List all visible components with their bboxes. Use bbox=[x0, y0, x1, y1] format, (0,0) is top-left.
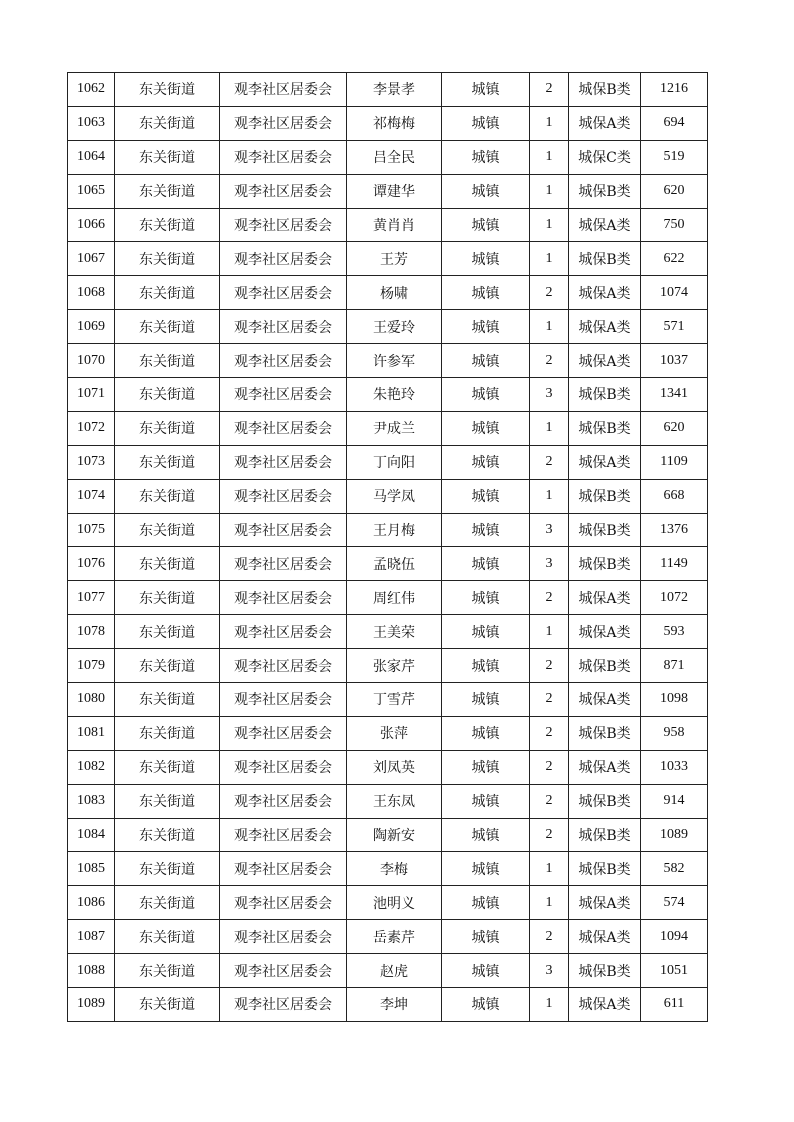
record-id-cell: 1070 bbox=[68, 344, 115, 378]
street-cell: 东关街道 bbox=[115, 310, 220, 344]
community-cell: 观李社区居委会 bbox=[220, 310, 347, 344]
category-cell: 城保B类 bbox=[569, 784, 641, 818]
record-id-cell: 1081 bbox=[68, 716, 115, 750]
residence-type-cell: 城镇 bbox=[442, 106, 530, 140]
residence-type-cell: 城镇 bbox=[442, 649, 530, 683]
name-cell: 张家芹 bbox=[347, 649, 442, 683]
amount-cell: 1094 bbox=[641, 920, 708, 954]
record-id-cell: 1068 bbox=[68, 276, 115, 310]
record-id-cell: 1066 bbox=[68, 208, 115, 242]
category-cell: 城保B类 bbox=[569, 242, 641, 276]
category-cell: 城保C类 bbox=[569, 140, 641, 174]
community-cell: 观李社区居委会 bbox=[220, 344, 347, 378]
record-id-cell: 1062 bbox=[68, 73, 115, 107]
category-cell: 城保A类 bbox=[569, 344, 641, 378]
table-row bbox=[68, 683, 708, 717]
amount-cell: 1089 bbox=[641, 818, 708, 852]
residence-type-cell: 城镇 bbox=[442, 310, 530, 344]
community-cell: 观李社区居委会 bbox=[220, 716, 347, 750]
record-id-cell: 1077 bbox=[68, 581, 115, 615]
table-row bbox=[68, 411, 708, 445]
household-size-cell: 1 bbox=[530, 615, 569, 649]
amount-cell: 593 bbox=[641, 615, 708, 649]
amount-cell: 958 bbox=[641, 716, 708, 750]
roster-table bbox=[67, 72, 708, 1022]
name-cell: 黄肖肖 bbox=[347, 208, 442, 242]
community-cell: 观李社区居委会 bbox=[220, 615, 347, 649]
street-cell: 东关街道 bbox=[115, 818, 220, 852]
record-id-cell: 1087 bbox=[68, 920, 115, 954]
residence-type-cell: 城镇 bbox=[442, 174, 530, 208]
name-cell: 王月梅 bbox=[347, 513, 442, 547]
household-size-cell: 2 bbox=[530, 276, 569, 310]
name-cell: 王美荣 bbox=[347, 615, 442, 649]
record-id-cell: 1089 bbox=[68, 988, 115, 1022]
amount-cell: 1216 bbox=[641, 73, 708, 107]
category-cell: 城保B类 bbox=[569, 174, 641, 208]
table-row bbox=[68, 818, 708, 852]
community-cell: 观李社区居委会 bbox=[220, 581, 347, 615]
household-size-cell: 2 bbox=[530, 344, 569, 378]
table-row bbox=[68, 615, 708, 649]
table-row bbox=[68, 886, 708, 920]
name-cell: 王芳 bbox=[347, 242, 442, 276]
street-cell: 东关街道 bbox=[115, 344, 220, 378]
residence-type-cell: 城镇 bbox=[442, 344, 530, 378]
name-cell: 谭建华 bbox=[347, 174, 442, 208]
amount-cell: 1074 bbox=[641, 276, 708, 310]
community-cell: 观李社区居委会 bbox=[220, 73, 347, 107]
name-cell: 李梅 bbox=[347, 852, 442, 886]
amount-cell: 1098 bbox=[641, 683, 708, 717]
table-row bbox=[68, 310, 708, 344]
record-id-cell: 1067 bbox=[68, 242, 115, 276]
table-row bbox=[68, 378, 708, 412]
household-size-cell: 1 bbox=[530, 242, 569, 276]
category-cell: 城保B类 bbox=[569, 716, 641, 750]
category-cell: 城保A类 bbox=[569, 445, 641, 479]
amount-cell: 620 bbox=[641, 411, 708, 445]
household-size-cell: 2 bbox=[530, 73, 569, 107]
community-cell: 观李社区居委会 bbox=[220, 920, 347, 954]
street-cell: 东关街道 bbox=[115, 784, 220, 818]
street-cell: 东关街道 bbox=[115, 106, 220, 140]
residence-type-cell: 城镇 bbox=[442, 242, 530, 276]
household-size-cell: 2 bbox=[530, 818, 569, 852]
residence-type-cell: 城镇 bbox=[442, 818, 530, 852]
name-cell: 刘凤英 bbox=[347, 750, 442, 784]
community-cell: 观李社区居委会 bbox=[220, 479, 347, 513]
household-size-cell: 2 bbox=[530, 649, 569, 683]
record-id-cell: 1064 bbox=[68, 140, 115, 174]
table-row bbox=[68, 547, 708, 581]
category-cell: 城保A类 bbox=[569, 208, 641, 242]
community-cell: 观李社区居委会 bbox=[220, 513, 347, 547]
category-cell: 城保A类 bbox=[569, 750, 641, 784]
street-cell: 东关街道 bbox=[115, 174, 220, 208]
table-row bbox=[68, 716, 708, 750]
household-size-cell: 2 bbox=[530, 581, 569, 615]
residence-type-cell: 城镇 bbox=[442, 683, 530, 717]
street-cell: 东关街道 bbox=[115, 547, 220, 581]
household-size-cell: 1 bbox=[530, 886, 569, 920]
residence-type-cell: 城镇 bbox=[442, 852, 530, 886]
category-cell: 城保B类 bbox=[569, 378, 641, 412]
street-cell: 东关街道 bbox=[115, 276, 220, 310]
table-row bbox=[68, 581, 708, 615]
name-cell: 李坤 bbox=[347, 988, 442, 1022]
record-id-cell: 1085 bbox=[68, 852, 115, 886]
household-size-cell: 3 bbox=[530, 378, 569, 412]
table-row bbox=[68, 988, 708, 1022]
community-cell: 观李社区居委会 bbox=[220, 547, 347, 581]
name-cell: 周红伟 bbox=[347, 581, 442, 615]
community-cell: 观李社区居委会 bbox=[220, 106, 347, 140]
household-size-cell: 1 bbox=[530, 174, 569, 208]
record-id-cell: 1086 bbox=[68, 886, 115, 920]
category-cell: 城保A类 bbox=[569, 581, 641, 615]
table-row bbox=[68, 73, 708, 107]
record-id-cell: 1069 bbox=[68, 310, 115, 344]
table-row bbox=[68, 445, 708, 479]
category-cell: 城保B类 bbox=[569, 852, 641, 886]
household-size-cell: 1 bbox=[530, 988, 569, 1022]
amount-cell: 871 bbox=[641, 649, 708, 683]
category-cell: 城保B类 bbox=[569, 513, 641, 547]
amount-cell: 582 bbox=[641, 852, 708, 886]
category-cell: 城保A类 bbox=[569, 106, 641, 140]
category-cell: 城保A类 bbox=[569, 920, 641, 954]
household-size-cell: 2 bbox=[530, 750, 569, 784]
category-cell: 城保B类 bbox=[569, 818, 641, 852]
record-id-cell: 1078 bbox=[68, 615, 115, 649]
household-size-cell: 1 bbox=[530, 411, 569, 445]
table-row bbox=[68, 920, 708, 954]
household-size-cell: 2 bbox=[530, 716, 569, 750]
amount-cell: 1149 bbox=[641, 547, 708, 581]
street-cell: 东关街道 bbox=[115, 378, 220, 412]
community-cell: 观李社区居委会 bbox=[220, 445, 347, 479]
community-cell: 观李社区居委会 bbox=[220, 683, 347, 717]
record-id-cell: 1074 bbox=[68, 479, 115, 513]
household-size-cell: 3 bbox=[530, 513, 569, 547]
table-row bbox=[68, 852, 708, 886]
residence-type-cell: 城镇 bbox=[442, 954, 530, 988]
category-cell: 城保B类 bbox=[569, 954, 641, 988]
category-cell: 城保A类 bbox=[569, 988, 641, 1022]
name-cell: 李景孝 bbox=[347, 73, 442, 107]
record-id-cell: 1065 bbox=[68, 174, 115, 208]
street-cell: 东关街道 bbox=[115, 479, 220, 513]
category-cell: 城保B类 bbox=[569, 547, 641, 581]
community-cell: 观李社区居委会 bbox=[220, 784, 347, 818]
category-cell: 城保A类 bbox=[569, 886, 641, 920]
amount-cell: 1051 bbox=[641, 954, 708, 988]
household-size-cell: 2 bbox=[530, 784, 569, 818]
category-cell: 城保B类 bbox=[569, 649, 641, 683]
residence-type-cell: 城镇 bbox=[442, 73, 530, 107]
community-cell: 观李社区居委会 bbox=[220, 242, 347, 276]
table-row bbox=[68, 649, 708, 683]
residence-type-cell: 城镇 bbox=[442, 716, 530, 750]
community-cell: 观李社区居委会 bbox=[220, 750, 347, 784]
amount-cell: 1109 bbox=[641, 445, 708, 479]
household-size-cell: 1 bbox=[530, 852, 569, 886]
name-cell: 王爱玲 bbox=[347, 310, 442, 344]
community-cell: 观李社区居委会 bbox=[220, 208, 347, 242]
residence-type-cell: 城镇 bbox=[442, 276, 530, 310]
street-cell: 东关街道 bbox=[115, 683, 220, 717]
name-cell: 池明义 bbox=[347, 886, 442, 920]
category-cell: 城保B类 bbox=[569, 411, 641, 445]
record-id-cell: 1072 bbox=[68, 411, 115, 445]
residence-type-cell: 城镇 bbox=[442, 378, 530, 412]
category-cell: 城保A类 bbox=[569, 615, 641, 649]
street-cell: 东关街道 bbox=[115, 988, 220, 1022]
amount-cell: 1072 bbox=[641, 581, 708, 615]
residence-type-cell: 城镇 bbox=[442, 208, 530, 242]
street-cell: 东关街道 bbox=[115, 615, 220, 649]
residence-type-cell: 城镇 bbox=[442, 547, 530, 581]
community-cell: 观李社区居委会 bbox=[220, 411, 347, 445]
amount-cell: 1037 bbox=[641, 344, 708, 378]
name-cell: 许参军 bbox=[347, 344, 442, 378]
community-cell: 观李社区居委会 bbox=[220, 140, 347, 174]
category-cell: 城保A类 bbox=[569, 683, 641, 717]
household-size-cell: 3 bbox=[530, 547, 569, 581]
category-cell: 城保B类 bbox=[569, 479, 641, 513]
street-cell: 东关街道 bbox=[115, 716, 220, 750]
community-cell: 观李社区居委会 bbox=[220, 276, 347, 310]
community-cell: 观李社区居委会 bbox=[220, 378, 347, 412]
household-size-cell: 1 bbox=[530, 106, 569, 140]
table-row bbox=[68, 344, 708, 378]
name-cell: 王东凤 bbox=[347, 784, 442, 818]
roster-body bbox=[68, 73, 708, 1022]
name-cell: 尹成兰 bbox=[347, 411, 442, 445]
residence-type-cell: 城镇 bbox=[442, 479, 530, 513]
street-cell: 东关街道 bbox=[115, 750, 220, 784]
street-cell: 东关街道 bbox=[115, 886, 220, 920]
name-cell: 吕全民 bbox=[347, 140, 442, 174]
community-cell: 观李社区居委会 bbox=[220, 988, 347, 1022]
name-cell: 杨啸 bbox=[347, 276, 442, 310]
household-size-cell: 1 bbox=[530, 479, 569, 513]
record-id-cell: 1080 bbox=[68, 683, 115, 717]
category-cell: 城保A类 bbox=[569, 276, 641, 310]
record-id-cell: 1088 bbox=[68, 954, 115, 988]
name-cell: 马学凤 bbox=[347, 479, 442, 513]
amount-cell: 620 bbox=[641, 174, 708, 208]
residence-type-cell: 城镇 bbox=[442, 615, 530, 649]
category-cell: 城保A类 bbox=[569, 310, 641, 344]
residence-type-cell: 城镇 bbox=[442, 581, 530, 615]
residence-type-cell: 城镇 bbox=[442, 411, 530, 445]
name-cell: 陶新安 bbox=[347, 818, 442, 852]
table-row bbox=[68, 208, 708, 242]
record-id-cell: 1076 bbox=[68, 547, 115, 581]
table-row bbox=[68, 513, 708, 547]
street-cell: 东关街道 bbox=[115, 208, 220, 242]
name-cell: 赵虎 bbox=[347, 954, 442, 988]
record-id-cell: 1075 bbox=[68, 513, 115, 547]
amount-cell: 519 bbox=[641, 140, 708, 174]
household-size-cell: 1 bbox=[530, 208, 569, 242]
name-cell: 岳素芹 bbox=[347, 920, 442, 954]
table-row bbox=[68, 174, 708, 208]
household-size-cell: 3 bbox=[530, 954, 569, 988]
community-cell: 观李社区居委会 bbox=[220, 954, 347, 988]
record-id-cell: 1079 bbox=[68, 649, 115, 683]
household-size-cell: 2 bbox=[530, 683, 569, 717]
household-size-cell: 2 bbox=[530, 445, 569, 479]
residence-type-cell: 城镇 bbox=[442, 784, 530, 818]
residence-type-cell: 城镇 bbox=[442, 988, 530, 1022]
community-cell: 观李社区居委会 bbox=[220, 818, 347, 852]
name-cell: 祁梅梅 bbox=[347, 106, 442, 140]
name-cell: 朱艳玲 bbox=[347, 378, 442, 412]
residence-type-cell: 城镇 bbox=[442, 513, 530, 547]
record-id-cell: 1071 bbox=[68, 378, 115, 412]
table-row bbox=[68, 750, 708, 784]
household-size-cell: 1 bbox=[530, 310, 569, 344]
amount-cell: 574 bbox=[641, 886, 708, 920]
street-cell: 东关街道 bbox=[115, 920, 220, 954]
street-cell: 东关街道 bbox=[115, 445, 220, 479]
amount-cell: 1341 bbox=[641, 378, 708, 412]
residence-type-cell: 城镇 bbox=[442, 750, 530, 784]
name-cell: 丁雪芹 bbox=[347, 683, 442, 717]
street-cell: 东关街道 bbox=[115, 411, 220, 445]
street-cell: 东关街道 bbox=[115, 242, 220, 276]
table-row bbox=[68, 479, 708, 513]
household-size-cell: 1 bbox=[530, 140, 569, 174]
street-cell: 东关街道 bbox=[115, 954, 220, 988]
residence-type-cell: 城镇 bbox=[442, 140, 530, 174]
residence-type-cell: 城镇 bbox=[442, 886, 530, 920]
household-size-cell: 2 bbox=[530, 920, 569, 954]
street-cell: 东关街道 bbox=[115, 140, 220, 174]
amount-cell: 571 bbox=[641, 310, 708, 344]
street-cell: 东关街道 bbox=[115, 581, 220, 615]
community-cell: 观李社区居委会 bbox=[220, 852, 347, 886]
record-id-cell: 1082 bbox=[68, 750, 115, 784]
record-id-cell: 1073 bbox=[68, 445, 115, 479]
residence-type-cell: 城镇 bbox=[442, 920, 530, 954]
record-id-cell: 1063 bbox=[68, 106, 115, 140]
table-row bbox=[68, 242, 708, 276]
record-id-cell: 1084 bbox=[68, 818, 115, 852]
street-cell: 东关街道 bbox=[115, 649, 220, 683]
community-cell: 观李社区居委会 bbox=[220, 886, 347, 920]
amount-cell: 914 bbox=[641, 784, 708, 818]
category-cell: 城保B类 bbox=[569, 73, 641, 107]
amount-cell: 668 bbox=[641, 479, 708, 513]
amount-cell: 694 bbox=[641, 106, 708, 140]
record-id-cell: 1083 bbox=[68, 784, 115, 818]
table-row bbox=[68, 954, 708, 988]
table-row bbox=[68, 140, 708, 174]
amount-cell: 611 bbox=[641, 988, 708, 1022]
table-row bbox=[68, 276, 708, 310]
street-cell: 东关街道 bbox=[115, 73, 220, 107]
amount-cell: 622 bbox=[641, 242, 708, 276]
amount-cell: 1376 bbox=[641, 513, 708, 547]
community-cell: 观李社区居委会 bbox=[220, 174, 347, 208]
residence-type-cell: 城镇 bbox=[442, 445, 530, 479]
name-cell: 张萍 bbox=[347, 716, 442, 750]
amount-cell: 750 bbox=[641, 208, 708, 242]
name-cell: 丁向阳 bbox=[347, 445, 442, 479]
name-cell: 孟晓伍 bbox=[347, 547, 442, 581]
street-cell: 东关街道 bbox=[115, 513, 220, 547]
street-cell: 东关街道 bbox=[115, 852, 220, 886]
amount-cell: 1033 bbox=[641, 750, 708, 784]
table-row bbox=[68, 784, 708, 818]
table-row bbox=[68, 106, 708, 140]
community-cell: 观李社区居委会 bbox=[220, 649, 347, 683]
